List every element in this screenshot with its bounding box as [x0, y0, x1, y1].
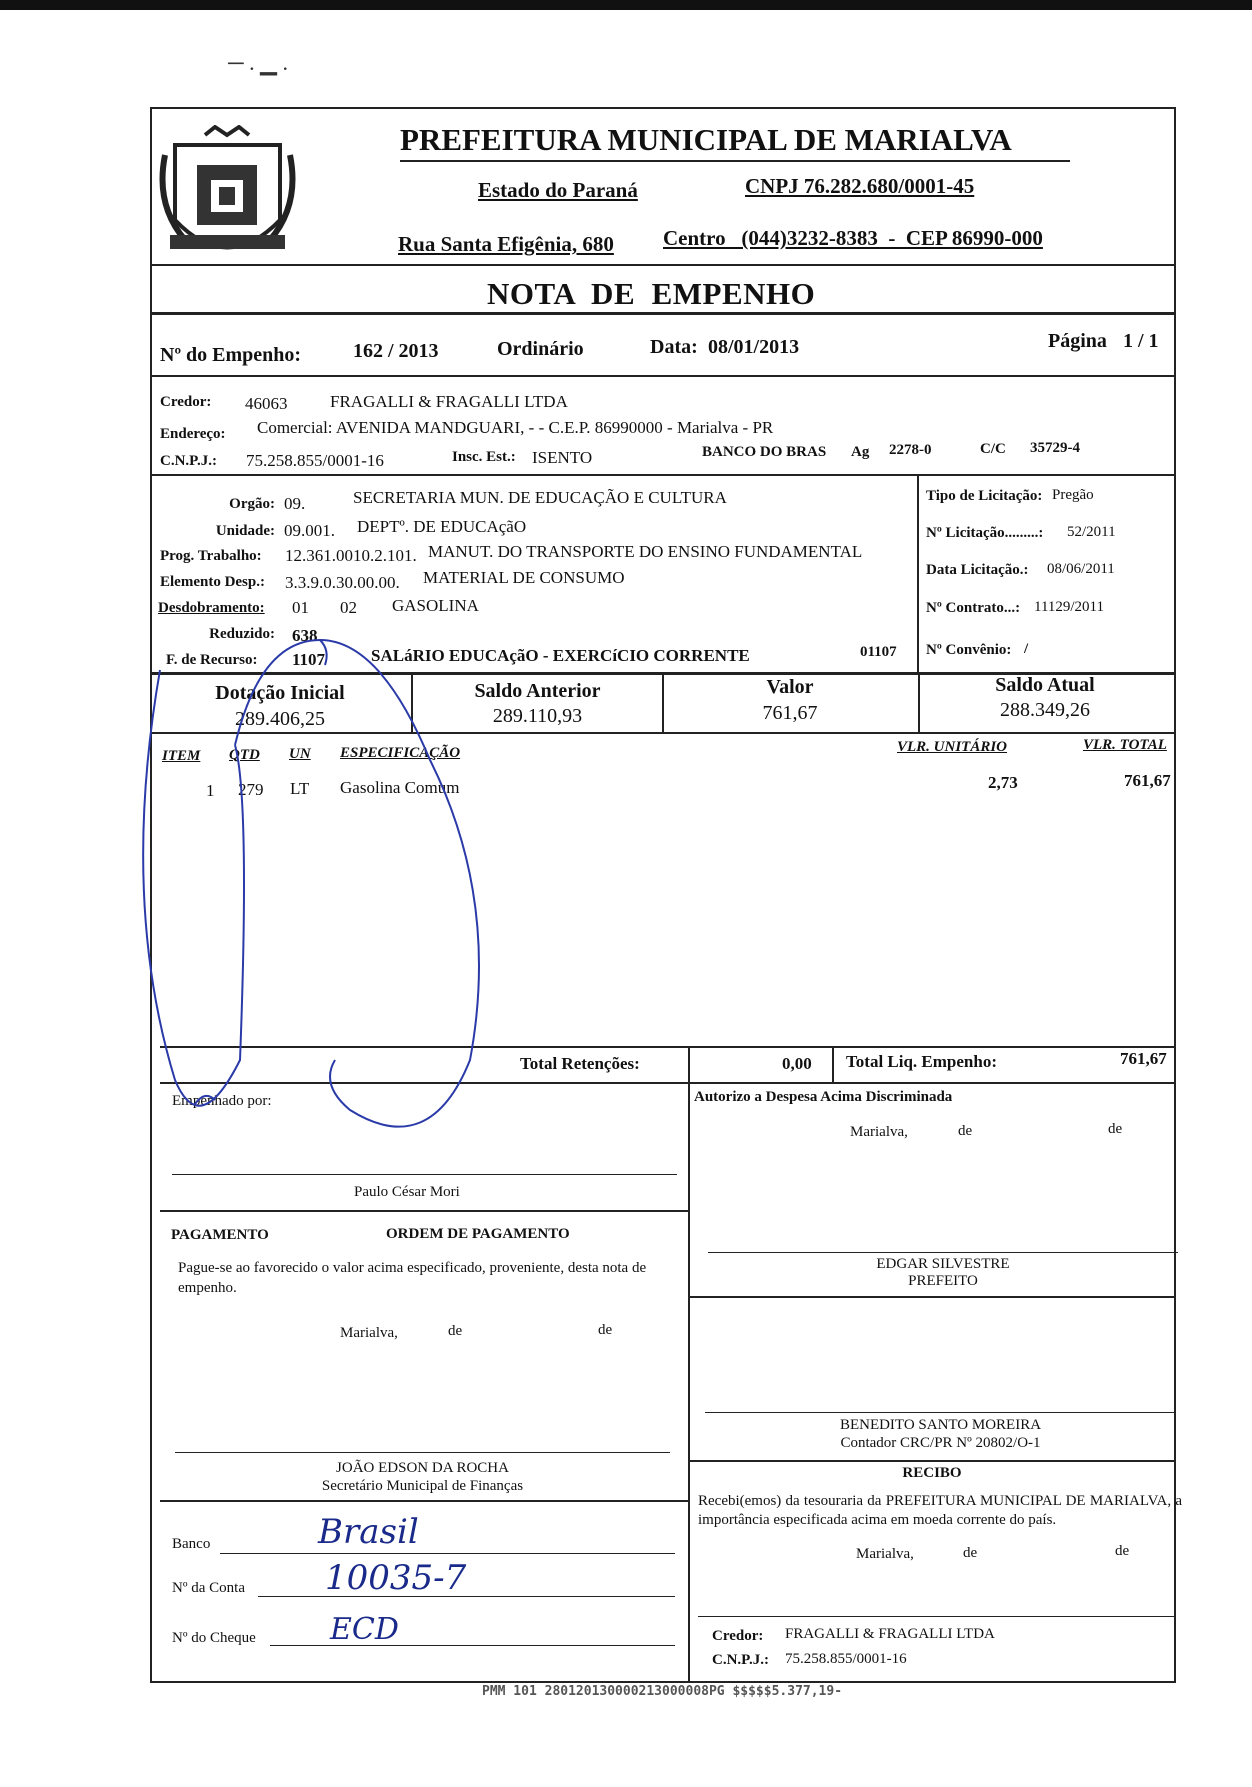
tipo-licitacao-label: Tipo de Licitação:: [926, 488, 1043, 504]
prog-trabalho: MANUT. DO TRANSPORTE DO ENSINO FUNDAMENTAL: [428, 542, 863, 561]
total-liquido-label: Total Liq. Empenho:: [846, 1052, 997, 1071]
endereco-label: Endereço:: [160, 426, 226, 442]
recurso-label: F. de Recurso:: [166, 652, 258, 668]
contrato: 11129/2011: [1034, 599, 1104, 615]
page-label: Página: [1048, 330, 1107, 352]
elemento-code: 3.3.9.0.30.00.00.: [285, 573, 400, 592]
empenho-number: 162 / 2013: [353, 340, 439, 362]
unidade: DEPTº. DE EDUCAçãO: [357, 517, 527, 536]
contador-role: Contador CRC/PR Nº 20802/O-1: [840, 1435, 1041, 1451]
credor-cnpj: 75.258.855/0001-16: [246, 451, 384, 470]
recibo-credor: FRAGALLI & FRAGALLI LTDA: [785, 1626, 995, 1642]
header-address-contact: Centro (044)3232-8383 - CEP 86990-000: [663, 226, 1043, 250]
pagamento-de-2: de: [598, 1322, 613, 1338]
valor-label: Valor: [766, 676, 814, 698]
desdobramento-label: Desdobramento:: [158, 600, 265, 616]
empenho-number-label: Nº do Empenho:: [160, 344, 302, 366]
account-label: C/C: [980, 441, 1006, 457]
recurso-description: SALáRIO EDUCAçãO - EXERCíCIO CORRENTE: [371, 646, 750, 665]
pagamento-place: Marialva,: [340, 1325, 398, 1341]
contador-name: BENEDITO SANTO MOREIRA: [839, 1417, 1042, 1433]
recurso-code: 01107: [860, 644, 897, 660]
recibo-label: RECIBO: [902, 1465, 962, 1481]
autorizo-de-1: de: [958, 1123, 973, 1139]
autorizo-place: Marialva,: [850, 1124, 908, 1140]
empenho-date-label: Data:: [650, 336, 698, 358]
header-address: Rua Santa Efigênia, 680: [398, 232, 614, 256]
autorizo-de-2: de: [1108, 1121, 1123, 1137]
header-cnpj: CNPJ 76.282.680/0001-45: [745, 174, 975, 198]
orgao-label: Orgão:: [229, 496, 275, 512]
orgao-code: 09.: [284, 494, 306, 513]
reduzido-label: Reduzido:: [209, 626, 275, 642]
banco-handwritten: Brasil: [318, 1512, 419, 1552]
dotacao-inicial-label: Dotação Inicial: [215, 682, 345, 704]
item-vlr-total: 761,67: [1124, 771, 1171, 790]
licitacao-date-label: Data Licitação.:: [926, 562, 1029, 578]
prog-trabalho-code: 12.361.0010.2.101.: [285, 546, 417, 565]
dotacao-inicial: 289.406,25: [235, 708, 325, 730]
total-retencoes: 0,00: [782, 1054, 812, 1073]
insc-est: ISENTO: [532, 448, 593, 467]
empenho-date: 08/01/2013: [708, 336, 800, 358]
desdobramento: GASOLINA: [392, 596, 479, 615]
conta-handwritten: 10035-7: [325, 1558, 467, 1598]
unidade-label: Unidade:: [215, 523, 275, 539]
prefeito-role: PREFEITO: [908, 1273, 978, 1289]
convenio: /: [1024, 641, 1029, 657]
recurso: 1107: [292, 650, 326, 669]
ordem-pagamento-label: ORDEM DE PAGAMENTO: [386, 1226, 570, 1242]
recibo-place: Marialva,: [856, 1546, 914, 1562]
convenio-label: Nº Convênio:: [926, 642, 1012, 658]
pagamento-text: Pague-se ao favorecido o valor acima especificado, proveniente, desta nota de empenho.: [178, 1260, 647, 1296]
agency-label: Ag: [851, 444, 870, 460]
pagamento-de-1: de: [448, 1323, 463, 1339]
total-liquido: 761,67: [1120, 1049, 1167, 1068]
empenhado-por-name: Paulo César Mori: [354, 1184, 460, 1200]
recibo-cnpj-label: C.N.P.J.:: [712, 1652, 769, 1668]
header-title: PREFEITURA MUNICIPAL DE MARIALVA: [400, 122, 1012, 157]
item-especificacao: Gasolina Comum: [340, 778, 460, 797]
agency: 2278-0: [889, 442, 932, 458]
desdobramento-b: 02: [340, 598, 357, 617]
financas-role: Secretário Municipal de Finanças: [321, 1478, 524, 1494]
recibo-de-1: de: [963, 1545, 978, 1561]
empenhado-por-label: Empenhado por:: [172, 1093, 272, 1109]
desdobramento-a: 01: [292, 598, 309, 617]
item-qtd: 279: [238, 780, 264, 799]
footer-code: PMM 101 280120130000213000008PG $$$$$5.377,19-: [482, 1684, 843, 1699]
credor-code: 46063: [245, 394, 288, 413]
endereco: Comercial: AVENIDA MANDGUARI, - - C.E.P. 86990000 - Marialva - PR: [257, 418, 774, 437]
elemento: MATERIAL DE CONSUMO: [423, 568, 625, 587]
financas-name: JOÃO EDSON DA ROCHA: [336, 1460, 509, 1476]
recibo-de-2: de: [1115, 1543, 1130, 1559]
unidade-code: 09.001.: [284, 521, 335, 540]
item-vlr-unitario: 2,73: [988, 773, 1018, 792]
col-item: ITEM: [162, 748, 201, 764]
scan-mark: ─ . ▁ .: [228, 50, 289, 75]
saldo-anterior-label: Saldo Anterior: [474, 680, 601, 702]
licitacao-number: 52/2011: [1067, 524, 1116, 540]
col-vlr-total: VLR. TOTAL: [1083, 737, 1167, 753]
account: 35729-4: [1030, 440, 1080, 456]
item-number: 1: [206, 781, 215, 800]
col-un: UN: [289, 746, 311, 762]
tipo-licitacao: Pregão: [1052, 487, 1094, 503]
bank-name: BANCO DO BRAS: [702, 444, 827, 460]
reduzido: 638: [292, 626, 318, 645]
col-especificacao: ESPECIFICAÇÃO: [340, 745, 461, 761]
page-number: 1 / 1: [1123, 330, 1159, 352]
elemento-label: Elemento Desp.:: [160, 574, 265, 590]
banco-label: Banco: [172, 1536, 211, 1552]
contrato-label: Nº Contrato...:: [926, 600, 1021, 616]
orgao: SECRETARIA MUN. DE EDUCAÇÃO E CULTURA: [353, 488, 727, 507]
saldo-atual-label: Saldo Atual: [995, 674, 1095, 696]
document-title: NOTA DE EMPENHO: [487, 276, 816, 311]
total-retencoes-label: Total Retenções:: [520, 1054, 640, 1073]
col-vlr-unitario: VLR. UNITÁRIO: [897, 739, 1008, 755]
cheque-handwritten: ECD: [330, 1612, 399, 1647]
licitacao-number-label: Nº Licitação.........:: [926, 525, 1044, 541]
saldo-anterior: 289.110,93: [492, 705, 583, 727]
credor-cnpj-label: C.N.P.J.:: [160, 453, 217, 469]
credor-label: Credor:: [160, 394, 212, 410]
saldo-atual: 288.349,26: [1000, 699, 1090, 721]
credor-name: FRAGALLI & FRAGALLI LTDA: [330, 392, 568, 411]
conta-label: Nº da Conta: [172, 1580, 245, 1596]
recibo-text: Recebi(emos) da tesouraria da PREFEITURA MUNICIPAL DE MARIALVA, a importância especificada acima em moeda corrente do país.: [698, 1493, 1182, 1528]
prefeito-name: EDGAR SILVESTRE: [876, 1256, 1010, 1272]
recibo-credor-label: Credor:: [712, 1628, 764, 1644]
item-un: LT: [290, 779, 310, 798]
empenho-type: Ordinário: [497, 338, 584, 360]
col-qtd: QTD: [229, 747, 260, 763]
autorizo-label: Autorizo a Despesa Acima Discriminada: [694, 1089, 953, 1105]
pagamento-label: PAGAMENTO: [171, 1227, 269, 1243]
recibo-cnpj: 75.258.855/0001-16: [785, 1651, 907, 1667]
licitacao-date: 08/06/2011: [1047, 561, 1115, 577]
insc-est-label: Insc. Est.:: [452, 449, 516, 465]
prog-trabalho-label: Prog. Trabalho:: [160, 548, 262, 564]
header-state: Estado do Paraná: [478, 178, 638, 202]
valor: 761,67: [762, 702, 818, 724]
cheque-label: Nº do Cheque: [172, 1630, 256, 1646]
